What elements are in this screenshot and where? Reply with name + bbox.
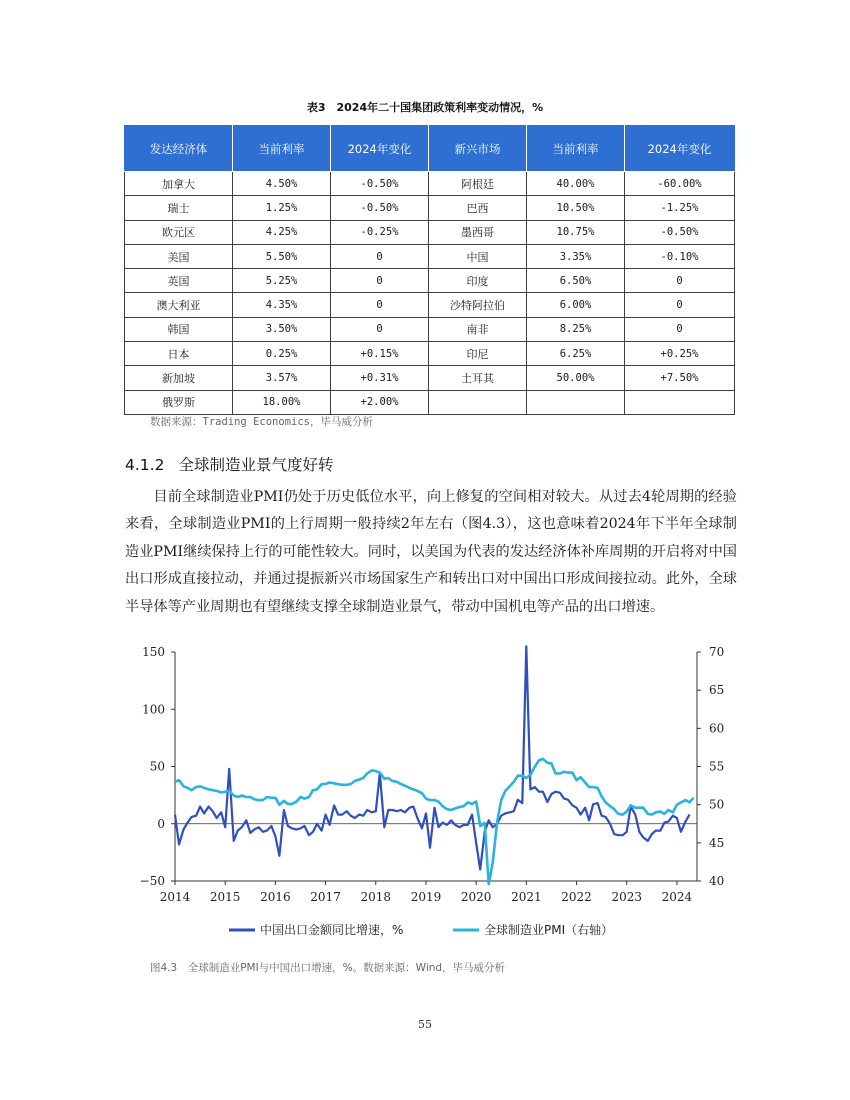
table-cell: 6.50% [527,269,625,293]
x-tick-label: 2014 [159,890,191,904]
table-cell: 4.50% [233,172,331,196]
table-cell: 0 [331,317,429,341]
table-cell: 10.75% [527,220,625,244]
table-cell: 3.35% [527,244,625,268]
right-tick-label: 65 [709,683,725,698]
left-tick-label: 150 [142,645,165,659]
right-tick-label: 55 [709,759,725,774]
table-cell: 瑞士 [125,196,233,220]
table-cell: 0 [625,269,735,293]
table-cell: -0.25% [331,220,429,244]
table-cell: -60.00% [625,172,735,196]
legend-export-label: 中国出口金额同比增速，% [260,923,404,937]
table-cell: 阿根廷 [429,172,527,196]
table-cell: 土耳其 [429,366,527,390]
table-cell: 1.25% [233,196,331,220]
left-tick-label: 0 [157,816,165,831]
right-tick-label: 50 [709,797,725,812]
left-tick-label: 100 [142,702,165,717]
table-cell: 18.00% [233,390,331,414]
global-pmi-line [175,759,694,884]
table-cell: 韩国 [125,317,233,341]
table-cell: 印尼 [429,342,527,366]
header-emerging: 新兴市场 [429,126,527,172]
table-cell: 印度 [429,269,527,293]
right-tick-label: 40 [709,874,725,888]
table-cell: -1.25% [625,196,735,220]
right-tick-label: 45 [709,835,725,850]
table-cell: 0 [331,269,429,293]
table-cell: 6.00% [527,293,625,317]
legend-pmi-label: 全球制造业PMI（右轴） [484,923,614,937]
header-change-2024: 2024年变化 [331,126,429,172]
table-cell: 5.25% [233,269,331,293]
x-tick-label: 2022 [561,890,592,904]
x-tick-label: 2023 [611,890,643,904]
table-cell: 4.35% [233,293,331,317]
table-cell: -0.10% [625,244,735,268]
table-cell: +0.25% [625,342,735,366]
x-tick-label: 2020 [460,890,492,904]
left-tick-label: −50 [139,874,165,888]
table-cell: +7.50% [625,366,735,390]
table-cell: -0.50% [331,196,429,220]
section-number: 4.1.2 [125,456,165,474]
table-cell: 4.25% [233,220,331,244]
table-cell: 中国 [429,244,527,268]
x-tick-label: 2018 [360,890,392,904]
table-cell: 美国 [125,244,233,268]
x-tick-label: 2015 [209,890,241,904]
table-cell: 英国 [125,269,233,293]
section-title: 全球制造业景气度好转 [178,456,334,474]
header-current-rate-em: 当前利率 [527,126,625,172]
header-change-2024-em: 2024年变化 [625,126,735,172]
table-cell: 3.57% [233,366,331,390]
table-cell: 欧元区 [125,220,233,244]
page-number: 55 [418,1018,432,1031]
table-cell: 沙特阿拉伯 [429,293,527,317]
left-tick-label: 50 [149,759,165,774]
table-cell: 5.50% [233,244,331,268]
chart-legend [229,922,613,937]
x-tick-label: 2019 [410,890,442,904]
table-cell: 50.00% [527,366,625,390]
table-caption: 表3 2024年二十国集团政策利率变动情况，% [306,101,544,114]
table-cell: +2.00% [331,390,429,414]
table-cell: 加拿大 [125,172,233,196]
table-cell: 日本 [125,342,233,366]
table-cell: 0 [331,293,429,317]
table-cell: 俄罗斯 [125,390,233,414]
table-cell: -0.50% [625,220,735,244]
table-cell: 0.25% [233,342,331,366]
table-cell: 40.00% [527,172,625,196]
x-tick-label: 2021 [511,890,542,904]
table-cell: 澳大利亚 [125,293,233,317]
table-cell: -0.50% [331,172,429,196]
table-cell: 南非 [429,317,527,341]
table-cell: 3.50% [233,317,331,341]
right-tick-label: 70 [709,645,725,659]
table-cell: +0.15% [331,342,429,366]
x-tick-label: 2024 [661,890,693,904]
table-cell: 巴西 [429,196,527,220]
table-cell: 6.25% [527,342,625,366]
table-cell: 0 [331,244,429,268]
table-source: 数据来源：Trading Economics，毕马威分析 [150,416,373,428]
body-paragraph: 目前全球制造业PMI仍处于历史低位水平，向上修复的空间相对较大。从过去4轮周期的经验来看，全球制造业PMI的上行周期一般持续2年左右（图4.3），这也意味着2024年下半年全球制造业PMI继续保持上行的可能性较大。同时，以美国为代表的发达经济体补库周期的开启将对中国出口形成直接拉动，并通过提振新兴市场国家生产和转出口对中国出口形成间接拉动。此外，全球半导体等产业周期也有望继续支撑全球制造业景气，带动中国机电等产品的出口增速。 [125,489,737,615]
x-tick-label: 2016 [260,890,291,904]
figure-caption: 图4.3 全球制造业PMI与中国出口增速，%。数据来源：Wind，毕马威分析 [150,962,506,974]
header-current-rate: 当前利率 [233,126,331,172]
table-cell: 8.25% [527,317,625,341]
chart-lines [175,646,694,884]
table-cell: +0.31% [331,366,429,390]
export-growth-line [175,646,690,869]
table-cell: 10.50% [527,196,625,220]
table-cell: 0 [625,293,735,317]
table-cell: 墨西哥 [429,220,527,244]
table-cell: 新加坡 [125,366,233,390]
table-cell: 0 [625,317,735,341]
header-developed: 发达经济体 [125,126,233,172]
right-tick-label: 60 [709,721,725,736]
x-tick-label: 2017 [310,890,341,904]
chart-axes [140,645,725,904]
